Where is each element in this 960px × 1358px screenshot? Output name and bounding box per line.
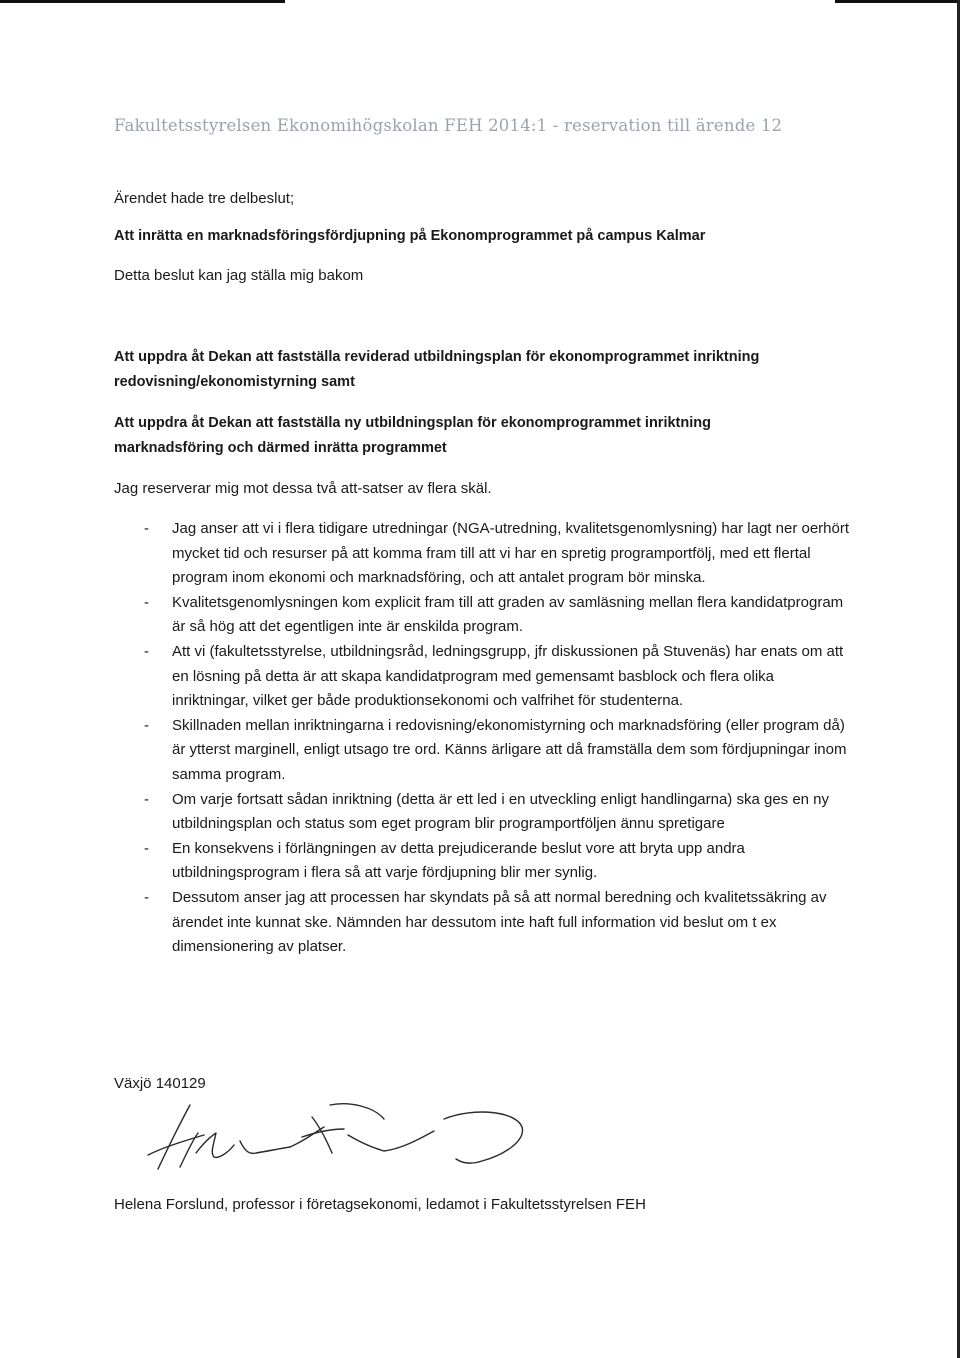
reservation-intro: Jag reserverar mig mot dessa två att-satser av flera skäl. <box>114 480 492 497</box>
document-page <box>114 116 894 1213</box>
bullet-dash: - <box>144 642 149 660</box>
reason-item <box>114 788 854 837</box>
decision-3: Att uppdra åt Dekan att fastställa ny utbildningsplan för ekonomprogrammet inriktning marknadsföring och därmed inrätta programmet <box>114 415 711 456</box>
bullet-dash: - <box>144 839 149 857</box>
place-date: Växjö 140129 <box>114 1075 206 1092</box>
reason-text: Jag anser att vi i flera tidigare utredningar (NGA-utredning, kvalitetsgenomlysning) har lagt ner oerhört mycket tid och resurser på att komma fram till att vi har en spretig programportfölj, med ett flertal program inom ekonomi och marknadsföring, och att antalet program bör minska. <box>172 520 850 587</box>
bullet-dash: - <box>144 888 149 906</box>
bullet-dash: - <box>144 716 149 734</box>
reason-item <box>114 517 854 591</box>
reason-text: Skillnaden mellan inriktningarna i redovisning/ekonomistyrning och marknadsföring (eller program då) är ytterst marginell, enligt utsago tre ord. Känns ärligare att då framställa dem som fördjupningar inom samma program. <box>172 716 847 783</box>
intro-text: Ärendet hade tre delbeslut; <box>114 190 295 207</box>
decision-2: Att uppdra åt Dekan att fastställa reviderad utbildningsplan för ekonomprogrammet inriktning redovisning/ekonomistyrning samt <box>114 349 760 390</box>
reason-text: En konsekvens i förlängningen av detta prejudicerande beslut vore att bryta upp andra utbildningsprogram i flera så att varje fördjupning blir mer synlig. <box>172 839 745 882</box>
reason-text: Dessutom anser jag att processen har skyndats på så att normal beredning och kvalitetssäkring av ärendet inte kunnat ske. Nämnden har dessutom inte haft full information vid beslut om t ex dimensionering av platser. <box>172 888 827 956</box>
reason-item <box>114 714 854 788</box>
reason-item <box>114 886 854 960</box>
reason-item <box>114 837 854 886</box>
reason-text: Kvalitetsgenomlysningen kom explicit fram till att graden av samläsning mellan flera kandidatprogram är så hög att det egentligen inte är enskilda program. <box>172 593 844 636</box>
bullet-dash: - <box>144 790 149 808</box>
decision-1-comment: Detta beslut kan jag ställa mig bakom <box>114 267 364 284</box>
reason-text: Att vi (fakultetsstyrelse, utbildningsråd, ledningsgrupp, jfr diskussionen på Stuvenäs) har enats om att en lösning på detta är att skapa kandidatprogram med gemensamt basblock och flera olika inriktningar, vilket ger både produktionsekonomi och valfrihet för studenterna. <box>172 642 844 710</box>
scan-edge-gap <box>285 0 835 3</box>
reasons-list <box>114 517 854 960</box>
signatory-line: Helena Forslund, professor i företagsekonomi, ledamot i Fakultetsstyrelsen FEH <box>114 1196 646 1213</box>
reason-item <box>114 640 854 714</box>
reason-item <box>114 591 854 640</box>
document-heading: Fakultetsstyrelsen Ekonomihögskolan FEH 2014:1 - reservation till ärende 12 <box>114 116 783 135</box>
handwritten-signature <box>144 1097 544 1177</box>
bullet-dash: - <box>144 593 149 611</box>
bullet-dash: - <box>144 520 149 537</box>
reason-text: Om varje fortsatt sådan inriktning (detta är ett led i en utveckling enligt handlingarna) ska ges en ny utbildningsplan och status som eget program blir programportföljen ännu spretigare <box>172 790 830 833</box>
decision-1: Att inrätta en marknadsföringsfördjupning på Ekonomprogrammet på campus Kalmar <box>114 228 706 244</box>
